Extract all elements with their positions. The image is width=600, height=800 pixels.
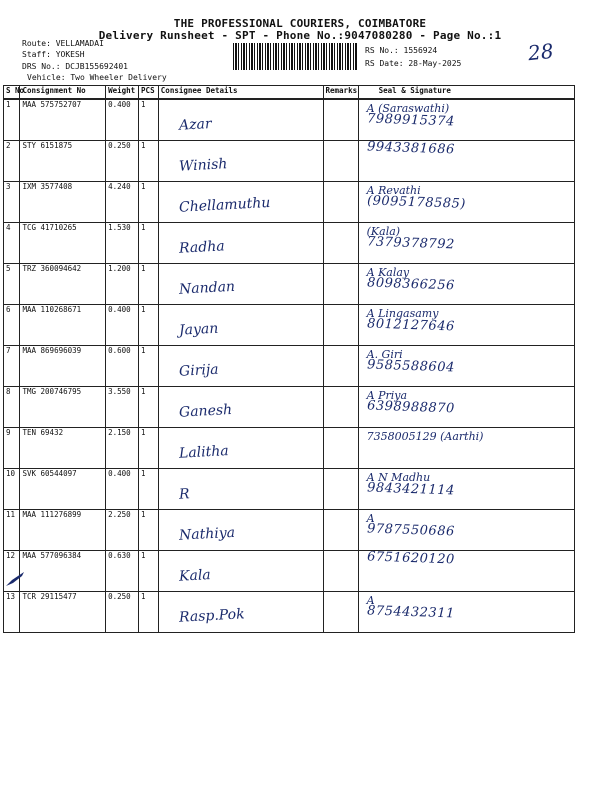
signature-cell <box>358 223 574 264</box>
table-row <box>4 428 575 469</box>
consignment-number: TRZ 360094642 <box>20 264 106 305</box>
table-row <box>4 99 575 141</box>
consignee-handwritten-name: Rasp.Pok <box>178 606 245 626</box>
weight-value: 0.630 <box>106 551 139 592</box>
signature-name: A Revathi <box>366 184 421 197</box>
serial-number: 6 <box>4 305 20 346</box>
header-pcs: PCS <box>139 86 159 100</box>
table-row <box>4 551 575 592</box>
table-header-row <box>4 86 575 100</box>
signature-name: 7358005129 (Aarthi) <box>366 430 484 443</box>
consignment-number: MAA 869696039 <box>20 346 106 387</box>
consignment-number: TEN 69432 <box>20 428 106 469</box>
consignee-handwritten-name: Girija <box>178 361 219 380</box>
signature-name: A Priya <box>366 389 408 402</box>
remarks-cell <box>323 551 358 592</box>
consignee-details <box>158 592 323 633</box>
weight-value: 3.550 <box>106 387 139 428</box>
remarks-cell <box>323 141 358 182</box>
pieces-count: 1 <box>139 387 159 428</box>
pieces-count: 1 <box>139 223 159 264</box>
remarks-cell <box>323 223 358 264</box>
consignee-handwritten-name: Radha <box>178 238 225 257</box>
runsheet-table <box>3 85 575 633</box>
pieces-count: 1 <box>139 305 159 346</box>
weight-value: 0.400 <box>106 99 139 141</box>
pen-tick-icon <box>4 570 26 588</box>
signature-cell <box>358 551 574 592</box>
consignment-number: IXM 3577408 <box>20 182 106 223</box>
table-row <box>4 469 575 510</box>
remarks-cell <box>323 469 358 510</box>
pieces-count: 1 <box>139 592 159 633</box>
weight-value: 1.530 <box>106 223 139 264</box>
consignee-details <box>158 428 323 469</box>
serial-number: 7 <box>4 346 20 387</box>
rs-number: RS No.: 1556924 <box>365 46 438 55</box>
signature-phone: 6398988870 <box>366 398 455 417</box>
consignee-details <box>158 305 323 346</box>
signature-cell <box>358 141 574 182</box>
consignment-number: SVK 60544097 <box>20 469 106 510</box>
signature-name: A Kalay <box>366 266 410 279</box>
weight-value: 0.250 <box>106 141 139 182</box>
signature-phone: 8098366256 <box>366 275 455 294</box>
remarks-cell <box>323 346 358 387</box>
consignee-handwritten-name: Winish <box>178 156 228 175</box>
table-row <box>4 223 575 264</box>
pieces-count: 1 <box>139 551 159 592</box>
remarks-cell <box>323 510 358 551</box>
consignee-details <box>158 264 323 305</box>
signature-phone: 7379378792 <box>366 234 455 253</box>
drs-number: DRS No.: DCJB155692401 <box>22 62 128 71</box>
header-signature: Seal & Signature <box>358 86 574 100</box>
header-consignee: Consignee Details <box>158 86 323 100</box>
pieces-count: 1 <box>139 469 159 510</box>
consignment-number: STY 6151875 <box>20 141 106 182</box>
header-consignment: Consignment No <box>20 86 106 100</box>
consignment-number: TCR 29115477 <box>20 592 106 633</box>
table-row <box>4 141 575 182</box>
consignee-handwritten-name: Ganesh <box>178 401 233 421</box>
table-row <box>4 510 575 551</box>
table-row <box>4 387 575 428</box>
serial-number: 9 <box>4 428 20 469</box>
pieces-count: 1 <box>139 182 159 223</box>
signature-cell <box>358 510 574 551</box>
remarks-cell <box>323 99 358 141</box>
consignee-handwritten-name: Jayan <box>178 320 219 339</box>
signature-cell <box>358 469 574 510</box>
signature-phone: 9585588604 <box>366 357 455 376</box>
consignee-details <box>158 387 323 428</box>
consignee-details <box>158 551 323 592</box>
weight-value: 2.250 <box>106 510 139 551</box>
consignee-details <box>158 182 323 223</box>
table-row <box>4 182 575 223</box>
remarks-cell <box>323 182 358 223</box>
consignment-number: MAA 577096384 <box>20 551 106 592</box>
pieces-count: 1 <box>139 346 159 387</box>
runsheet-subtitle: Delivery Runsheet - SPT - Phone No.:9047080280 - Page No.:1 <box>98 29 502 42</box>
table-row <box>4 592 575 633</box>
consignee-handwritten-name: Chellamuthu <box>178 194 271 216</box>
signature-phone: (9095178585) <box>366 193 466 212</box>
consignee-details <box>158 469 323 510</box>
weight-value: 0.400 <box>106 305 139 346</box>
company-title: THE PROFESSIONAL COURIERS, COIMBATORE <box>173 17 427 30</box>
consignee-handwritten-name: Lalitha <box>178 443 229 462</box>
consignment-number: TCG 41710265 <box>20 223 106 264</box>
vehicle-label: Vehicle: Two Wheeler Delivery <box>27 73 167 82</box>
signature-name: A <box>366 512 375 525</box>
signature-name: A. Giri <box>366 348 403 361</box>
serial-number: 5 <box>4 264 20 305</box>
signature-cell <box>358 592 574 633</box>
signature-name: (Kala) <box>366 225 401 238</box>
consignment-number: MAA 110268671 <box>20 305 106 346</box>
signature-phone: 9943381686 <box>366 139 455 158</box>
signature-name: A (Saraswathi) <box>366 102 450 115</box>
table-row <box>4 305 575 346</box>
signature-cell <box>358 182 574 223</box>
signature-phone: 8012127646 <box>366 316 455 335</box>
consignee-details <box>158 510 323 551</box>
weight-value: 0.250 <box>106 592 139 633</box>
serial-number: 8 <box>4 387 20 428</box>
signature-cell <box>358 346 574 387</box>
handwritten-page-number: 28 <box>526 38 555 66</box>
signature-phone: 9787550686 <box>366 521 455 540</box>
weight-value: 4.240 <box>106 182 139 223</box>
pieces-count: 1 <box>139 99 159 141</box>
serial-number: 11 <box>4 510 20 551</box>
consignee-handwritten-name: Azar <box>178 116 212 134</box>
signature-phone: 8754432311 <box>366 603 455 622</box>
route-label: Route: VELLAMADAI <box>22 39 104 48</box>
consignee-handwritten-name: R <box>178 486 190 503</box>
signature-phone: 9843421114 <box>366 480 455 499</box>
signature-name: A N Madhu <box>366 471 431 484</box>
remarks-cell <box>323 592 358 633</box>
signature-phone: 7989915374 <box>366 111 455 130</box>
serial-number: 12 <box>4 551 20 592</box>
consignment-number: TMG 200746795 <box>20 387 106 428</box>
rs-date: RS Date: 28-May-2025 <box>365 59 462 68</box>
serial-number: 13 <box>4 592 20 633</box>
staff-label: Staff: YOKESH <box>22 50 85 59</box>
serial-number: 1 <box>4 99 20 141</box>
signature-name: A <box>366 594 375 607</box>
barcode-image <box>233 43 357 70</box>
serial-number: 2 <box>4 141 20 182</box>
consignment-number: MAA 111276899 <box>20 510 106 551</box>
signature-cell <box>358 264 574 305</box>
weight-value: 0.400 <box>106 469 139 510</box>
serial-number: 3 <box>4 182 20 223</box>
remarks-cell <box>323 387 358 428</box>
signature-cell <box>358 305 574 346</box>
remarks-cell <box>323 305 358 346</box>
remarks-cell <box>323 264 358 305</box>
weight-value: 2.150 <box>106 428 139 469</box>
consignee-handwritten-name: Nandan <box>178 278 236 298</box>
table-row <box>4 264 575 305</box>
signature-cell <box>358 99 574 141</box>
header-remarks: Remarks <box>323 86 358 100</box>
pieces-count: 1 <box>139 510 159 551</box>
signature-cell <box>358 428 574 469</box>
weight-value: 0.600 <box>106 346 139 387</box>
signature-cell <box>358 387 574 428</box>
consignee-details <box>158 99 323 141</box>
weight-value: 1.200 <box>106 264 139 305</box>
consignee-details <box>158 346 323 387</box>
signature-name: A Lingasamy <box>366 307 439 320</box>
table-row <box>4 346 575 387</box>
pieces-count: 1 <box>139 141 159 182</box>
header-sno: S No <box>4 86 20 100</box>
header-weight: Weight <box>106 86 139 100</box>
consignee-handwritten-name: Nathiya <box>178 524 236 544</box>
pieces-count: 1 <box>139 264 159 305</box>
remarks-cell <box>323 428 358 469</box>
consignment-number: MAA 575752707 <box>20 99 106 141</box>
serial-number: 4 <box>4 223 20 264</box>
consignee-details <box>158 223 323 264</box>
consignee-details <box>158 141 323 182</box>
consignee-handwritten-name: Kala <box>178 567 211 585</box>
serial-number: 10 <box>4 469 20 510</box>
pieces-count: 1 <box>139 428 159 469</box>
signature-phone: 6751620120 <box>366 549 455 568</box>
